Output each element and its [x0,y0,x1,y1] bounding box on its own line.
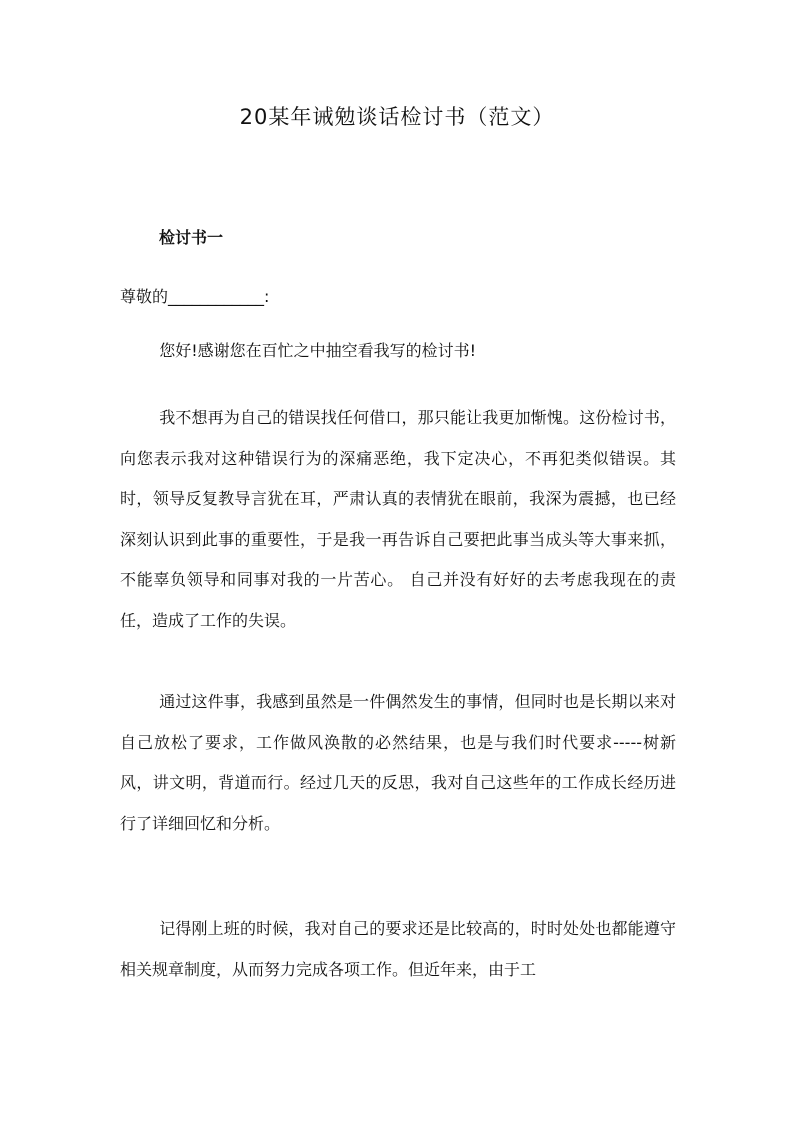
section-heading: 检讨书一 [159,228,224,247]
salutation: 尊敬的____________: [120,287,270,306]
body-paragraph-1: 我不想再为自己的错误找任何借口，那只能让我更加惭愧。这份检讨书，向您表示我对这种错误行为的深痛恶绝，我下定决心，不再犯类似错误。其时，领导反复教导言犹在耳，严肃认真的表情犹在眼前，我深为震撼，也已经深刻认识到此事的重要性，于是我一再告诉自己要把此事当成头等大事来抓，不能辜负领导和同事对我的一片苦心。 自己并没有好好的去考虑我现在的责任，造成了工作的失误。 [120,408,676,630]
body-paragraph-2: 通过这件事，我感到虽然是一件偶然发生的事情，但同时也是长期以来对自己放松了要求，工作做风涣散的必然结果，也是与我们时代要求-----树新风，讲文明，背道而行。经过几天的反思，我对自己这些年的工作成长经历进行了详细回忆和分析。 [120,692,676,833]
greeting-paragraph: 您好!感谢您在百忙之中抽空看我写的检讨书! [159,341,477,360]
document-title: 20某年诫勉谈话检讨书（范文） [239,105,555,129]
body-paragraph-3: 记得刚上班的时候，我对自己的要求还是比较高的，时时处处也都能遵守相关规章制度，从而努力完成各项工作。但近年来，由于工 [120,919,676,979]
